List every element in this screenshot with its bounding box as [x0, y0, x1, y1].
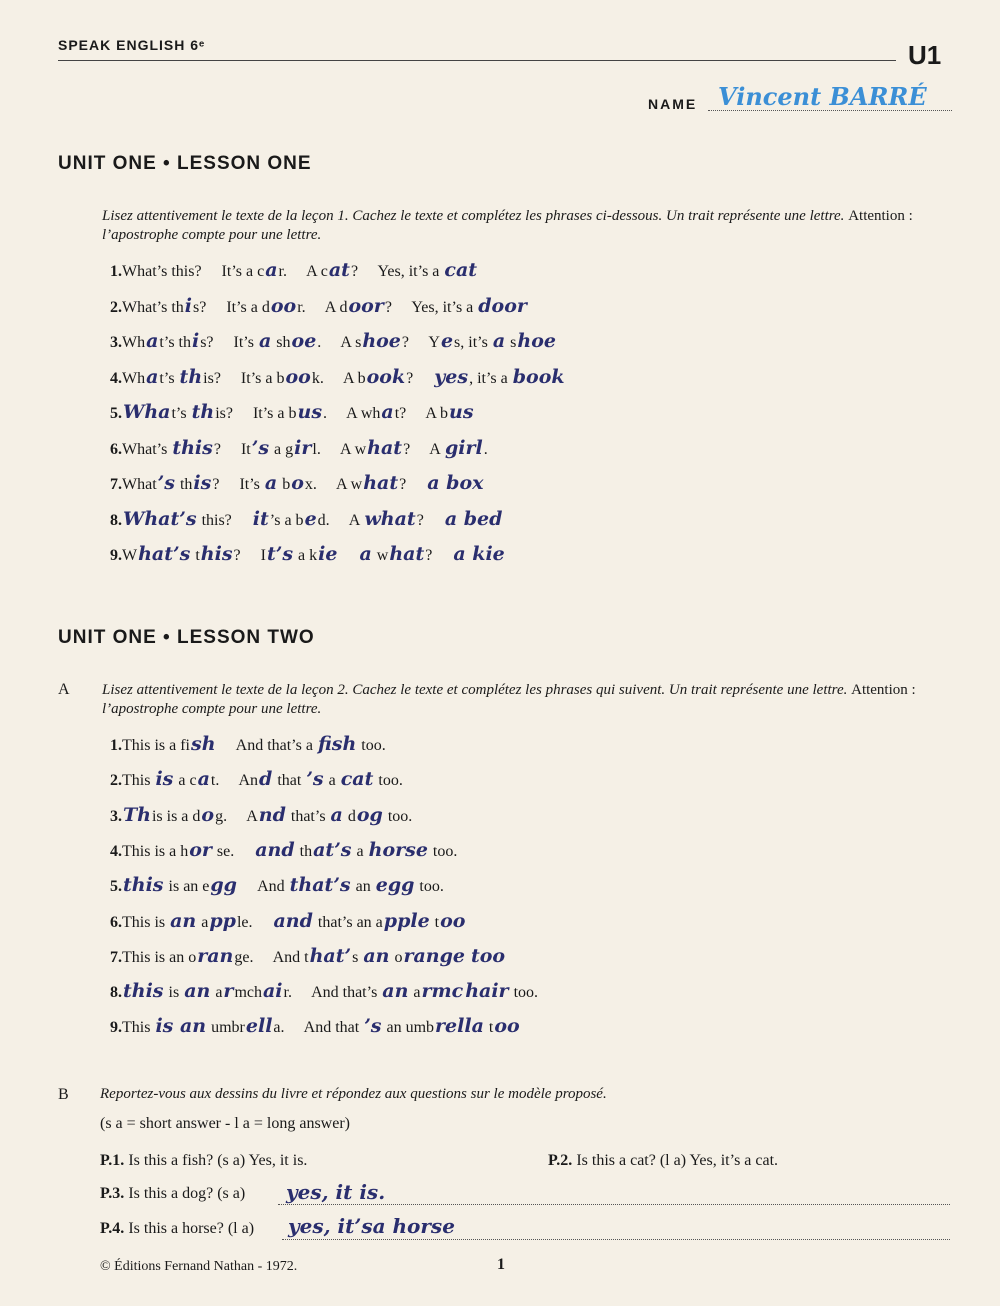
printed-text: . A wh: [323, 405, 381, 422]
handwritten-answer: a bed: [444, 507, 503, 530]
question-p1: [100, 1152, 307, 1170]
printed-text: This is a h: [122, 842, 189, 860]
instruction-text: Lisez attentivement le texte de la leçon 2. Cachez le texte et complétez les phrases qui suivent. Un trait représente une lettre.: [102, 682, 848, 698]
lesson-two-exercise-6: [110, 910, 466, 932]
printed-text: too.: [357, 737, 386, 754]
handwritten-answer: too: [470, 944, 506, 967]
handwritten-answer: t’s: [266, 543, 294, 565]
printed-text: What’s: [122, 440, 172, 458]
printed-text: r. A d: [297, 298, 348, 316]
printed-text: d. A: [317, 511, 364, 529]
handwritten-answer: a: [330, 803, 343, 826]
printed-text: is is a d: [151, 807, 201, 825]
answer-p3: yes, it is.: [286, 1180, 386, 1204]
handwritten-answer: at’s: [313, 838, 352, 861]
printed-text: too.: [428, 842, 458, 860]
handwritten-answer: sh: [191, 733, 216, 755]
printed-text: sh: [272, 334, 291, 351]
printed-text: o: [390, 948, 403, 966]
exercise-number: 2.: [110, 772, 122, 790]
copyright: © Éditions Fernand Nathan - 1972.: [100, 1259, 298, 1274]
handwritten-answer: an: [363, 944, 390, 967]
question-text: Is this a horse? (l a): [128, 1220, 255, 1237]
printed-text: What’s th: [122, 298, 184, 316]
question-number: P.1.: [100, 1152, 125, 1169]
handwritten-answer: th: [191, 401, 215, 423]
printed-text: is: [164, 984, 184, 1002]
handwritten-answer: oo: [270, 294, 297, 317]
printed-text: a. And that: [273, 1019, 364, 1037]
exercise-number: 5.: [110, 878, 122, 896]
instruction-text: Lisez attentivement le texte de la leçon 1. Cachez le texte et complétez les phrases ci-dessous. Un trait représente une lettre.: [102, 208, 845, 224]
handwritten-answer: ran: [197, 944, 234, 967]
printed-text: le.: [236, 913, 273, 931]
printed-text: b: [278, 476, 291, 493]
handwritten-answer: ’s: [251, 436, 270, 459]
printed-text: umbr: [207, 1019, 245, 1037]
printed-text: t: [191, 547, 200, 564]
part-b-label: B: [58, 1086, 69, 1103]
handwritten-answer: ’s: [157, 472, 175, 494]
printed-text: a c: [174, 772, 197, 790]
lesson-two-exercise-5: [110, 874, 444, 896]
lesson-one-exercise-3: [110, 330, 557, 352]
printed-text: mch: [234, 984, 262, 1002]
handwritten-answer: oo: [440, 909, 466, 932]
handwritten-answer: hoe: [517, 330, 556, 352]
handwritten-answer: a: [265, 259, 278, 281]
handwritten-answer: ir: [294, 436, 312, 459]
printed-text: a: [197, 913, 209, 931]
exercise-number: 8.: [110, 984, 122, 1002]
handwritten-answer: rella: [435, 1015, 484, 1038]
attention-text: l’apostrophe compte pour une lettre.: [102, 227, 322, 243]
printed-text: What’s this? It’s a c: [122, 263, 265, 280]
lesson-two-instruction: [102, 681, 954, 719]
printed-text: t: [484, 1019, 494, 1037]
attention-label: Attention :: [851, 682, 916, 698]
printed-text: ? Yes, it’s a: [350, 263, 444, 280]
handwritten-answer: an: [170, 909, 197, 932]
handwritten-answer: hat’: [309, 944, 352, 967]
handwritten-answer: ie: [318, 543, 338, 565]
attention-text: l’apostrophe compte pour une lettre.: [102, 701, 322, 717]
series-title: SPEAK ENGLISH 6ᵉ: [58, 37, 206, 53]
handwritten-answer: e: [440, 330, 454, 352]
handwritten-answer: it: [252, 507, 269, 530]
printed-text: ’s a b: [269, 511, 304, 529]
question-text: Is this a cat? (l a) Yes, it’s a cat.: [576, 1152, 779, 1169]
handwritten-answer: ’s: [306, 768, 324, 791]
handwritten-answer: an: [184, 980, 211, 1003]
printed-text: What: [122, 476, 157, 493]
lesson-one-exercise-4: [110, 366, 566, 388]
question-p4: [100, 1220, 254, 1238]
printed-text: This is an o: [122, 948, 197, 966]
handwritten-answer: at: [328, 259, 350, 281]
handwritten-answer: a kie: [453, 543, 505, 565]
handwritten-answer: his: [200, 543, 233, 565]
handwritten-answer: what: [364, 507, 416, 530]
printed-text: , it’s a: [469, 369, 512, 387]
printed-text: This: [122, 1019, 155, 1037]
printed-text: s? It’s: [200, 334, 258, 351]
handwritten-answer: o: [291, 472, 304, 494]
handwritten-answer: us: [449, 401, 474, 423]
printed-text: th: [175, 476, 193, 493]
handwritten-answer: an: [382, 980, 409, 1003]
lesson-one-title: UNIT ONE • LESSON ONE: [58, 153, 312, 174]
printed-text: is? It’s a b: [215, 405, 297, 422]
printed-text: an umb: [382, 1019, 435, 1037]
handwritten-answer: ook: [366, 365, 406, 388]
printed-text: s: [352, 948, 363, 966]
handwritten-answer: d: [259, 768, 273, 791]
handwritten-answer: Th: [123, 803, 151, 826]
printed-text: g. A: [215, 807, 258, 825]
handwritten-answer: a: [146, 330, 159, 352]
printed-text: that’s an a: [313, 913, 383, 931]
page-number: 1: [497, 1256, 505, 1273]
handwritten-answer: is: [155, 768, 174, 791]
printed-text: .: [483, 440, 488, 458]
unit-code: U1: [908, 40, 942, 70]
lesson-one-exercise-2: [110, 295, 528, 317]
handwritten-answer: What’s: [123, 507, 197, 530]
handwritten-answer: hat: [363, 472, 399, 494]
header-rule: [58, 60, 896, 61]
printed-text: Wh: [122, 369, 146, 387]
lesson-two-exercise-4: [110, 839, 457, 861]
printed-text: Wh: [122, 334, 146, 351]
handwritten-answer: that’s: [289, 874, 351, 897]
printed-text: se.: [212, 842, 255, 860]
printed-text: ? It: [213, 440, 251, 458]
handwritten-answer: and: [255, 838, 295, 861]
lesson-two-exercise-8: [110, 980, 538, 1002]
handwritten-answer: og: [356, 803, 383, 826]
handwritten-answer: is: [193, 472, 212, 494]
printed-text: ? I: [233, 547, 266, 564]
part-b-instruction: Reportez-vous aux dessins du livre et répondez aux questions sur le modèle proposé.: [100, 1086, 607, 1102]
lesson-one-exercise-6: [110, 437, 488, 459]
exercise-number: 2.: [110, 298, 122, 316]
handwritten-answer: hair: [465, 980, 509, 1003]
handwritten-answer: pple: [383, 909, 430, 932]
handwritten-answer: a: [359, 543, 372, 565]
name-label: NAME: [648, 96, 698, 112]
printed-text: is an e: [164, 878, 210, 896]
printed-text: an: [351, 878, 375, 896]
printed-text: too.: [374, 772, 403, 790]
handwritten-answer: oo: [494, 1015, 520, 1038]
printed-text: this?: [197, 511, 252, 529]
handwritten-answer: hat’s: [138, 543, 191, 565]
handwritten-answer: ’s: [364, 1015, 382, 1038]
exercise-number: 9.: [110, 1019, 122, 1037]
printed-text: d: [343, 807, 356, 825]
printed-text: too.: [509, 984, 539, 1002]
handwritten-answer: and: [273, 909, 313, 932]
answer-p4: yes, it’sa horse: [288, 1214, 455, 1238]
printed-text: t’s: [171, 405, 191, 422]
printed-text: ?: [416, 511, 444, 529]
student-name: Vincent BARRÉ: [718, 82, 927, 111]
exercise-number: 1.: [110, 263, 122, 280]
printed-text: x. A w: [304, 476, 363, 493]
lesson-two-title: UNIT ONE • LESSON TWO: [58, 627, 315, 648]
handwritten-answer: is an: [155, 1015, 207, 1038]
exercise-number: 4.: [110, 842, 122, 860]
printed-text: . A s: [317, 334, 362, 351]
handwritten-answer: yes: [434, 365, 469, 388]
printed-text: ? It’s: [212, 476, 264, 493]
lesson-one-exercise-9: [110, 543, 506, 565]
exercise-number: 9.: [110, 547, 122, 564]
answer-legend: (s a = short answer - l a = long answer): [100, 1115, 350, 1132]
handwritten-answer: a: [264, 472, 278, 494]
lesson-two-exercise-3: [110, 804, 412, 826]
handwritten-answer: r: [223, 980, 234, 1003]
handwritten-answer: oe: [291, 330, 317, 352]
printed-text: r. A c: [278, 263, 328, 280]
handwritten-answer: o: [201, 803, 215, 826]
lesson-one-instruction: [102, 207, 954, 245]
handwritten-answer: a: [197, 768, 210, 791]
exercise-number: 3.: [110, 334, 122, 351]
handwritten-answer: a: [492, 330, 506, 352]
attention-label: Attention :: [848, 208, 913, 224]
printed-text: ? Yes, it’s a: [384, 298, 478, 316]
handwritten-answer: hat: [367, 436, 403, 459]
question-text: Is this a fish? (s a) Yes, it is.: [128, 1152, 308, 1169]
handwritten-answer: fish: [317, 733, 357, 755]
exercise-number: 7.: [110, 476, 122, 493]
printed-text: a k: [294, 547, 318, 564]
question-number: P.2.: [548, 1152, 573, 1169]
printed-text: a: [352, 842, 368, 860]
handwritten-answer: th: [179, 365, 203, 388]
lesson-one-exercise-8: [110, 508, 503, 530]
lesson-two-exercise-1: [110, 733, 386, 755]
printed-text: is? It’s a b: [203, 369, 285, 387]
handwritten-answer: a box: [427, 472, 484, 494]
printed-text: And: [237, 878, 289, 896]
exercise-number: 5.: [110, 405, 122, 422]
lesson-two-exercise-7: [110, 945, 506, 967]
printed-text: t’s: [159, 369, 179, 387]
printed-text: t? A b: [394, 405, 449, 422]
handwritten-answer: rmc: [421, 980, 464, 1003]
printed-text: And that’s a: [216, 737, 317, 754]
handwritten-answer: egg: [375, 874, 415, 897]
handwritten-answer: ell: [245, 1015, 273, 1038]
handwritten-answer: girl: [444, 436, 483, 459]
handwritten-answer: oor: [348, 294, 384, 317]
printed-text: ?: [399, 476, 427, 493]
lesson-one-exercise-1: [110, 259, 478, 281]
handwritten-answer: pp: [209, 909, 236, 932]
printed-text: l. A w: [312, 440, 367, 458]
handwritten-answer: or: [189, 838, 212, 861]
printed-text: This is a fi: [122, 737, 190, 754]
printed-text: too.: [415, 878, 444, 896]
printed-text: ?: [406, 369, 434, 387]
printed-text: This: [122, 772, 155, 790]
exercise-number: 1.: [110, 737, 122, 754]
handwritten-answer: range: [403, 944, 465, 967]
question-p3: [100, 1185, 245, 1203]
lesson-two-exercise-2: [110, 768, 403, 790]
printed-text: too.: [383, 807, 413, 825]
printed-text: th: [295, 842, 313, 860]
printed-text: [466, 949, 470, 966]
question-p2: [548, 1152, 778, 1170]
handwritten-answer: cat: [340, 768, 374, 791]
handwritten-answer: gg: [210, 874, 237, 897]
lesson-one-exercise-7: [110, 472, 484, 494]
printed-text: t’s th: [159, 334, 191, 351]
printed-text: r. And that’s: [283, 984, 382, 1002]
lesson-two-exercise-9: [110, 1015, 521, 1037]
handwritten-answer: hat: [389, 543, 425, 565]
handwritten-answer: Wha: [123, 401, 171, 423]
printed-text: a: [409, 984, 421, 1002]
printed-text: s: [506, 334, 517, 351]
printed-text: t. An: [210, 772, 259, 790]
handwritten-answer: this: [172, 436, 213, 459]
printed-text: ge. And t: [234, 948, 309, 966]
printed-text: w: [372, 547, 389, 564]
question-text: Is this a dog? (s a): [128, 1185, 246, 1202]
exercise-number: 7.: [110, 948, 122, 966]
printed-text: ? A: [403, 440, 444, 458]
handwritten-answer: hoe: [362, 330, 401, 352]
exercise-number: 6.: [110, 440, 122, 458]
printed-text: [338, 547, 358, 564]
handwritten-answer: us: [297, 401, 323, 423]
handwritten-answer: ai: [262, 980, 283, 1003]
handwritten-answer: cat: [444, 259, 478, 281]
handwritten-answer: horse: [368, 838, 428, 861]
printed-text: a g: [270, 440, 294, 458]
handwritten-answer: book: [512, 365, 565, 388]
exercise-number: 4.: [110, 369, 122, 387]
printed-text: k. A b: [311, 369, 366, 387]
printed-text: a: [211, 984, 223, 1002]
printed-text: s, it’s: [454, 334, 492, 351]
exercise-number: 8.: [110, 511, 122, 529]
handwritten-answer: door: [478, 294, 527, 317]
lesson-one-exercise-5: [110, 401, 475, 423]
exercise-number: 6.: [110, 913, 122, 931]
handwritten-answer: a: [146, 365, 159, 388]
handwritten-answer: this: [123, 874, 164, 897]
handwritten-answer: a: [381, 401, 394, 423]
handwritten-answer: i: [191, 330, 200, 352]
question-number: P.3.: [100, 1185, 125, 1202]
printed-text: ?: [425, 547, 453, 564]
exercise-number: 3.: [110, 807, 122, 825]
printed-text: a: [324, 772, 340, 790]
question-number: P.4.: [100, 1220, 125, 1237]
printed-text: that’s: [286, 807, 330, 825]
printed-text: This is: [122, 913, 170, 931]
part-a-label: A: [58, 681, 70, 698]
handwritten-answer: this: [123, 980, 164, 1003]
printed-text: that: [273, 772, 306, 790]
handwritten-answer: oo: [285, 365, 311, 388]
handwritten-answer: e: [304, 507, 317, 530]
handwritten-answer: i: [184, 294, 192, 317]
printed-text: ? Y: [401, 334, 440, 351]
printed-text: W: [122, 547, 138, 564]
handwritten-answer: a: [258, 330, 272, 352]
handwritten-answer: nd: [258, 803, 286, 826]
printed-text: t: [430, 913, 440, 931]
printed-text: s? It’s a d: [192, 298, 270, 316]
